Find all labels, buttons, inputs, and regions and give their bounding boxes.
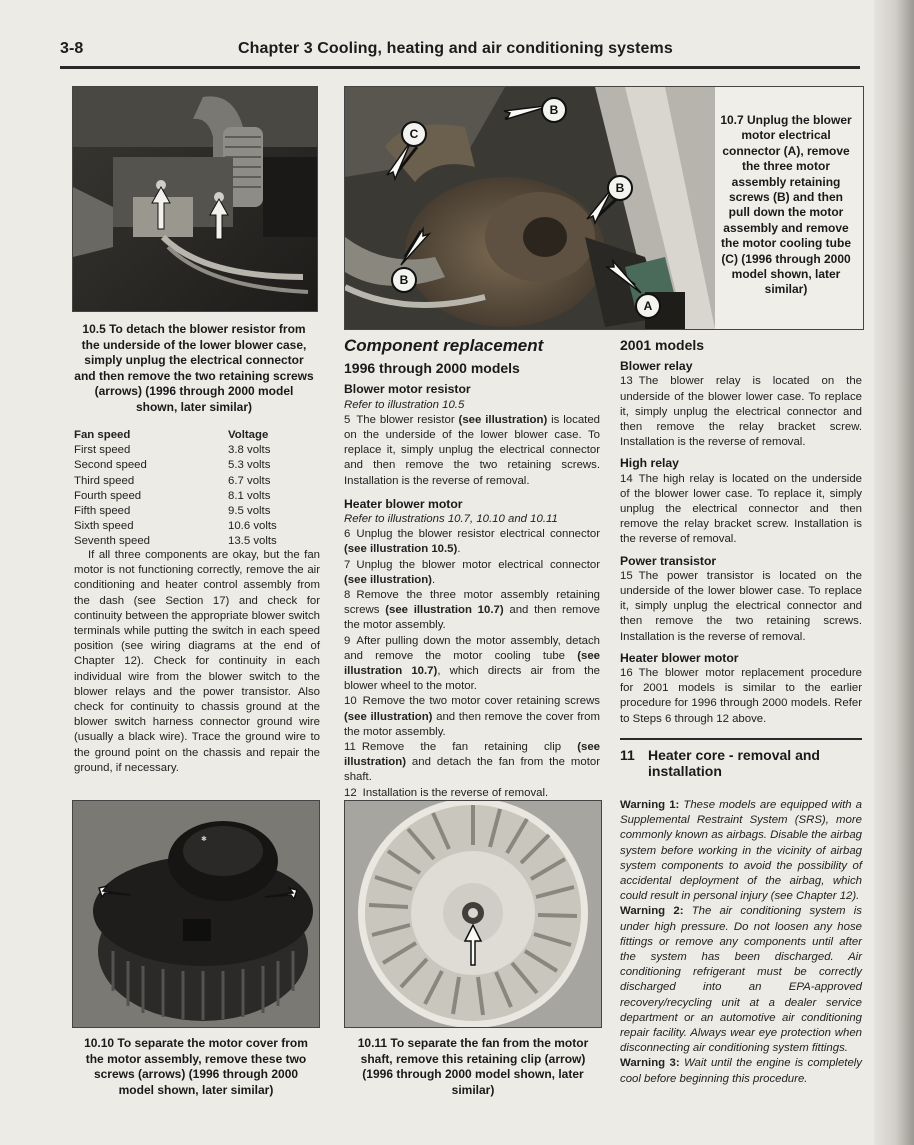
- table-cell: First speed: [74, 444, 131, 457]
- step-16: [620, 666, 862, 727]
- step-text: Remove the three motor assembly retaining screws: [344, 589, 600, 617]
- step-10: [344, 694, 600, 740]
- step-9: [344, 634, 600, 695]
- step-text: Unplug the blower resistor electrical connector: [356, 528, 600, 541]
- see-illustration-link: (see illustration): [344, 710, 433, 723]
- heading-blower-motor-resistor: Blower motor resistor: [344, 382, 471, 397]
- step-text: The high relay is located on the underside of the blower lower case. To replace it, simply unplug the electrical connector and then remove the relay bracket screw. Installation is the reverse of removal.: [620, 472, 862, 546]
- see-illustration-link: (see illustration): [344, 573, 432, 586]
- step-12: [344, 786, 600, 801]
- callout-c: C: [401, 121, 427, 147]
- warning-1: [620, 798, 862, 904]
- see-illustration-link: (see illustration 10.5): [344, 543, 458, 556]
- chapter-title: Chapter 3 Cooling, heating and air conditioning systems: [238, 40, 673, 57]
- warnings-block: [620, 798, 862, 1087]
- step-text: After pulling down the motor assembly, detach and remove the motor cooling tube: [344, 634, 600, 662]
- page-number: 3-8: [60, 40, 84, 57]
- table-row: [74, 519, 277, 534]
- step-number: 14: [620, 472, 633, 485]
- table-cell: 3.8 volts: [228, 444, 271, 457]
- caption-10-11: 10.11 To separate the fan from the motor shaft, remove this retaining clip (arrow) (1996 through 2000 model shown, later similar): [357, 1036, 589, 1097]
- step-8: [344, 588, 600, 634]
- step-number: 8: [344, 589, 351, 602]
- ref-illustration-10-5: Refer to illustration 10.5: [344, 398, 465, 411]
- table-cell: 5.3 volts: [228, 459, 271, 472]
- step-text: .: [431, 573, 436, 586]
- step-number: 10: [344, 695, 357, 708]
- component-replacement-section: [344, 338, 600, 801]
- step-number: 12: [344, 786, 357, 799]
- table-row: [74, 458, 277, 473]
- step-text: The power transistor is located on the underside of the lower blower case. To replace it, simply unplug the electrical connector and then remove the two retaining screws. Installation is the reverse of removal.: [620, 569, 862, 643]
- heading-2001-models: 2001 models: [620, 337, 705, 353]
- step-number: 16: [620, 667, 633, 680]
- step-text: Remove the fan retaining clip: [361, 741, 578, 754]
- step-5: [344, 413, 600, 489]
- warning-2: [620, 904, 862, 1056]
- section-number: 11: [620, 747, 635, 763]
- table-row: [74, 489, 277, 504]
- heading-power-transistor: Power transistor: [620, 553, 717, 568]
- speed-voltage-table: [74, 428, 277, 550]
- table-cell: Fifth speed: [74, 505, 131, 518]
- subheading-1996-2000: 1996 through 2000 models: [344, 360, 520, 377]
- warning-label: Warning 3:: [620, 1057, 680, 1070]
- table-row: [74, 443, 277, 458]
- caption-10-5: 10.5 To detach the blower resistor from the underside of the lower blower case, simply unplug the electrical connector and then remove the two retaining screws (arrows) (1996 through 2000 model shown, later similar): [74, 322, 314, 414]
- step-text: Unplug the blower motor electrical connector: [356, 558, 600, 571]
- heading-blower-relay: Blower relay: [620, 359, 693, 374]
- step-number: 15: [620, 569, 633, 582]
- step-7: [344, 558, 600, 588]
- see-illustration-link: (see illustration): [344, 741, 600, 769]
- section-11-heading: [620, 747, 862, 779]
- ref-illustrations-10-7: Refer to illustrations 10.7, 10.10 and 10.11: [344, 513, 558, 526]
- step-text: .: [457, 543, 461, 556]
- table-cell: Second speed: [74, 459, 147, 472]
- warning-3: [620, 1056, 862, 1086]
- photo-motor-cover: [72, 800, 320, 1028]
- step-text: is located on the underside of the lower blower case. To replace it, simply unplug the electrical connector and then remove the two retaining screws. Installation is the reverse of removal.: [344, 413, 600, 487]
- table-cell: Sixth speed: [74, 520, 134, 533]
- step-text: and detach the fan from the motor shaft.: [344, 756, 600, 784]
- continuity-paragraph: If all three components are okay, but the fan motor is not functioning correctly, remove the air conditioning and heater control assembly from the dash (see Section 17) and check for continuity between the appropriate blower switch terminals while putting the switch in each speed position (see wiring diagrams at the end of Chapter 12). Check for continuity in each individual wire from the blower switch to the blower relays and the power transistor. Also check for continuity to chassis ground at the blower switch harness connector ground wire (usually a black wire). Trace the ground wire to the ground point on the chassis and repair the ground, if necessary.: [74, 549, 320, 774]
- table-cell: 8.1 volts: [228, 489, 271, 502]
- step-text: , which directs air from the blower wheel to the motor.: [344, 665, 600, 693]
- photo-blower-motor-assembly: [344, 86, 864, 330]
- table-header-voltage: Voltage: [228, 429, 269, 441]
- callout-b-right: B: [607, 175, 633, 201]
- section-11-rule: [620, 738, 862, 740]
- step-text: The blower resistor: [356, 413, 459, 426]
- step-text: The blower relay is located on the underside of the blower lower case. To replace it, simply unplug the electrical connector and then remove the relay bracket screw. Installation is the reverse of removal.: [620, 375, 862, 449]
- step-13: [620, 374, 862, 450]
- column-1-text: [74, 548, 320, 776]
- svg-text:✱: ✱: [201, 835, 207, 843]
- step-text: Installation is the reverse of removal.: [362, 786, 549, 799]
- step-number: 7: [344, 558, 351, 571]
- see-illustration-link: (see illustration 10.7): [385, 604, 504, 617]
- step-number: 11: [344, 741, 356, 754]
- see-illustration-link: (see illustration 10.7): [344, 649, 600, 678]
- step-14: [620, 472, 862, 548]
- warning-text: Wait until the engine is completely cool before beginning this procedure.: [620, 1057, 863, 1085]
- see-illustration-link: (see illustration): [458, 413, 548, 426]
- step-text: Remove the two motor cover retaining screws: [362, 695, 600, 708]
- warning-text: These models are equipped with a Supplemental Restraint System (SRS), more commonly known as airbags. Disable the airbag system before working in the vicinity of airbag system components to avoid the possibility of accidental deployment of the airbag, which could result in personal injury (see Chapter 12).: [620, 799, 862, 903]
- warning-label: Warning 1:: [620, 799, 680, 811]
- photo-blower-resistor: [72, 86, 318, 312]
- heading-heater-blower-motor: Heater blower motor: [344, 496, 463, 511]
- callout-b-top: B: [541, 97, 567, 123]
- page-edge-shadow: [874, 0, 914, 1145]
- step-text: and then remove the motor assembly.: [344, 604, 601, 632]
- header-rule: [60, 66, 860, 69]
- table-cell: Seventh speed: [74, 535, 150, 548]
- section-title: Heater core - removal and installation: [648, 747, 820, 779]
- warning-text: The air conditioning system is under high pressure. Do not loosen any hose fittings or remove any components until after the system has been discharged. Air conditioning refrigerant must be correctly discharged into an EPA-approved recovery/recycling unit at a dealer service department or an automotive air conditioning repair facility. Always wear eye protection when disconnecting air conditioning system fittings.: [620, 905, 862, 1055]
- caption-10-10: 10.10 To separate the motor cover from the motor assembly, remove these two screws (arrows) (1996 through 2000 model shown, later similar): [84, 1036, 308, 1097]
- table-cell: 10.6 volts: [228, 520, 277, 533]
- table-row: [74, 474, 277, 489]
- step-15: [620, 569, 862, 645]
- step-number: 6: [344, 528, 351, 541]
- table-cell: 6.7 volts: [228, 474, 271, 487]
- callout-a: A: [635, 293, 661, 319]
- photo-fan-wheel: [344, 800, 602, 1028]
- callout-b-left: B: [391, 267, 417, 293]
- table-row: [74, 504, 277, 519]
- table-cell: 13.5 volts: [228, 535, 277, 548]
- warning-label: Warning 2:: [620, 905, 684, 918]
- step-text: The blower motor replacement procedure for 2001 models is similar to the earlier procedure for 1996 through 2000 models. Refer to Steps 6 through 12 above.: [620, 667, 862, 725]
- table-cell: 9.5 volts: [228, 505, 271, 518]
- heading-high-relay: High relay: [620, 456, 679, 471]
- models-2001-section: [620, 338, 862, 727]
- table-cell: Fourth speed: [74, 489, 142, 502]
- step-number: 13: [620, 375, 633, 388]
- step-11: [344, 740, 600, 786]
- caption-10-7: 10.7 Unplug the blower motor electrical connector (A), remove the three motor assembly retaining screws (B) and then pull down the motor assembly and remove the motor cooling tube (C) (1996 through 2000 model shown, later similar): [720, 113, 852, 297]
- step-number: 5: [344, 413, 351, 426]
- table-header-fan-speed: Fan speed: [74, 429, 131, 441]
- heading-heater-blower-motor-2001: Heater blower motor: [620, 650, 739, 665]
- section-heading-component-replacement: Component replacement: [344, 336, 544, 355]
- step-6: [344, 527, 600, 557]
- step-text: and then remove the cover from the motor assembly.: [344, 710, 600, 738]
- fan-speed-table: [74, 428, 314, 550]
- table-cell: Third speed: [74, 474, 135, 487]
- step-number: 9: [344, 634, 351, 647]
